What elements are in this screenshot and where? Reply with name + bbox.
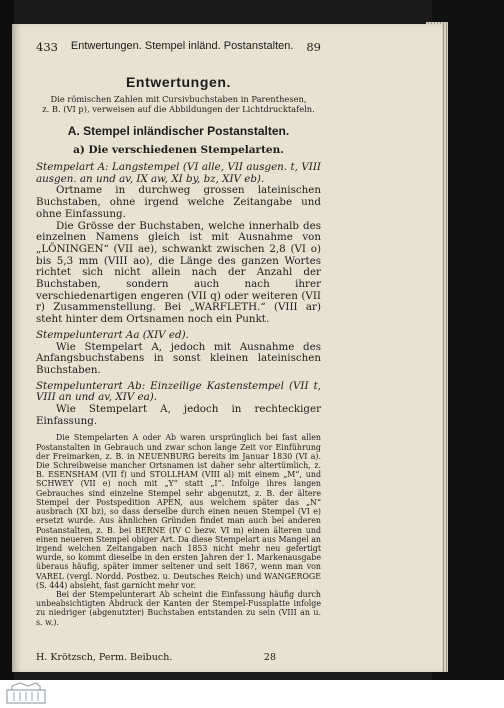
page-footer <box>36 652 276 663</box>
page-title: Entwertungen. <box>125 74 232 90</box>
stempelunterart-aa-heading: Stempelunterart Aa (XIV ed). <box>36 328 189 341</box>
footer-sheet-number: 28 <box>263 652 276 663</box>
body-text <box>36 162 321 427</box>
section-heading: A. Stempel inländischer Postanstalten. <box>67 124 290 138</box>
paragraph: Die Grösse der Buchstaben, welche innerhalb des einzelnen Namens gleich ist mit Ausnahme von „LÖNINGEN“ (VII ae), schwankt zwischen 2,8 (VI o) bis 5,3 mm (VIII ao), die Länge des ganzen Wortes richtet sich nicht allein nach der Anzahl der Buchstaben, sondern auch nach ihrer verschiedenartigen engeren (VII q) oder weiteren (VII r) Zusammenstellung. Bei „WARFLETH.“ (VIII ar) steht hinter dem Ortsnamen noch ein Punkt. <box>36 219 321 326</box>
intro-note <box>36 94 321 114</box>
small-print <box>36 433 321 626</box>
viewer-bottom-bar <box>0 680 504 708</box>
page-content <box>36 72 321 627</box>
intro-line-2: z. B. (VI p), verweisen auf die Abbildungen der Lichtdrucktafeln. <box>42 104 315 114</box>
intro-line-1: Die römischen Zahlen mit Cursivbuchstaben in Parenthesen, <box>50 94 307 104</box>
running-title: Entwertungen. Stempel inländ. Postanstalten. <box>70 40 294 52</box>
paragraph-small: Bei der Stempelunterart Ab scheint die Einfassung häufig durch unbeabsichtigten Abdruck der Kanten der Stempel-Fussplatte infolge zu niedriger (abgenutzter) Buchstaben entstanden zu sein (VIII an u. s. w.). <box>36 589 321 627</box>
page-number-left: 433 <box>36 40 58 54</box>
running-header <box>36 40 321 54</box>
paragraph: Wie Stempelart A, jedoch mit Ausnahme des Anfangsbuchstabens in sonst kleinen lateinischen Buchstaben. <box>36 340 321 376</box>
subsection-heading: a) Die verschiedenen Stempelarten. <box>73 144 284 156</box>
page-number-right: 89 <box>306 40 321 54</box>
paragraph-small: Die Stempelarten A oder Ab waren ursprünglich bei fast allen Postanstalten in Gebrauch und zwar schon lange Zeit vor Einführung der Freimarken, z. B. in NEUENBURG bereits im Januar 1830 (VI a). Die Schreibweise mancher Ortsnamen ist daher sehr altertümlich, z. B. ESENSHAM (VII f) und STOLLHAM (VIII al) mit einem „M“, und SCHWEY (VII e) noch mit „Y“ statt „I“. Infolge ihres langen Gebrauches sind einzelne Stempel sehr abgenutzt, z. B. der ältere Stempel der Postspedition APEN, aus welchem später das „N“ ausbrach (XI bz), so dass derselbe durch einen neuen Stempel (VI e) ersetzt wurde. Aus ähnlichen Gründen findet man auch bei anderen Postanstalten, z. B. bei BERNE (IV C bezw. VI m) einen älteren und einen neueren Stempel obiger Art. Da diese Stempelart aus Mangel an irgend welchen Zeitangaben nach 1853 nicht mehr neu gefertigt wurde, so kommt dieselbe in den ersten Jahren der 1. Markenausgabe überaus häufig, später immer seltener und seit 1867, wenn man von VAREL (vergl. Nordd. Postbez. u. Deutsches Reich) und WANGEROGE (S. 444) absieht, fast garnicht mehr vor. <box>36 433 321 590</box>
paragraph: Ortname in durchweg grossen lateinischen Buchstaben, ohne irgend welche Zeitangabe und ohne Einfassung. <box>36 184 321 220</box>
book-page <box>12 24 442 672</box>
footer-signature: H. Krötzsch, Perm. Beibuch. <box>36 652 173 663</box>
paragraph: Wie Stempelart A, jedoch in rechteckiger Einfassung. <box>36 403 321 427</box>
stempelart-a-heading: Stempelart A: Langstempel (VI alle, VII ausgen. t, VIII ausgen. an und av, IX aw, XI by, bz, XIV eb). <box>36 161 321 185</box>
stempelunterart-ab-heading: Stempelunterart Ab: Einzeilige Kastenstempel (VII t, VIII an und av, XIV ea). <box>36 379 321 404</box>
library-logo-icon <box>6 682 46 704</box>
